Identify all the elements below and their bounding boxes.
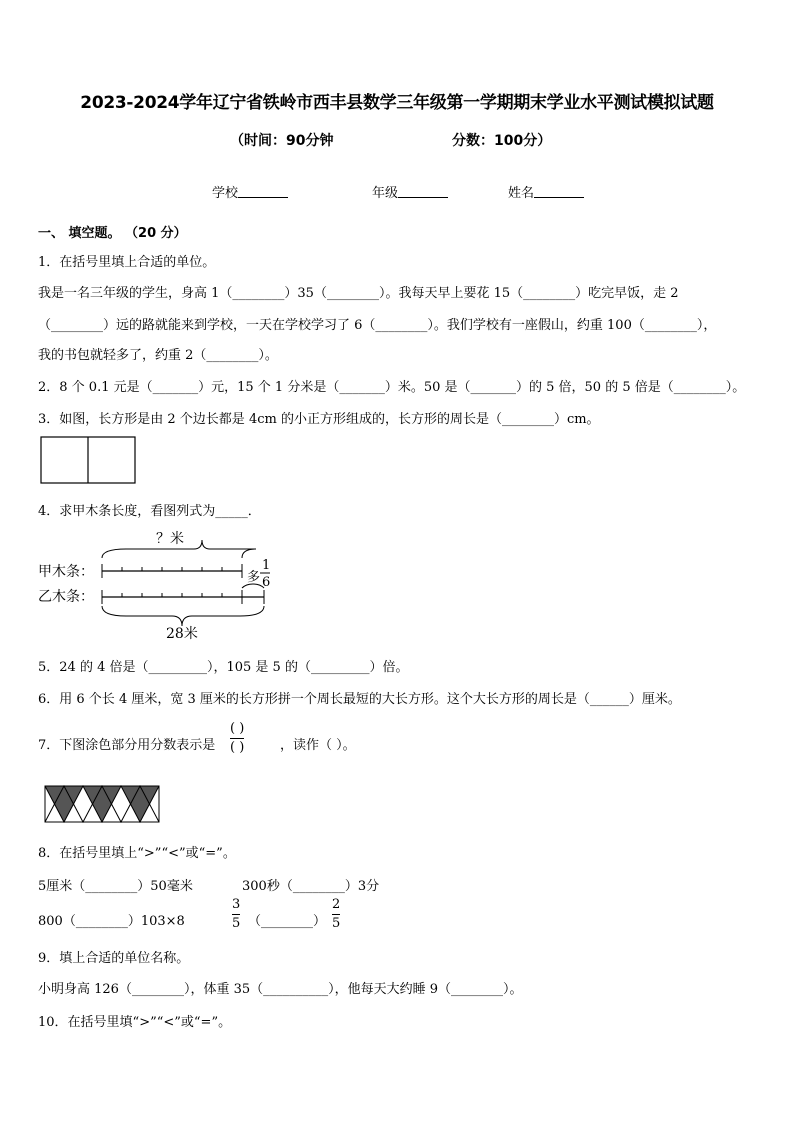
q4-more-label: 多 [247,570,261,585]
q8-item-d-blank: （________） [248,914,327,929]
shaded-triangle [83,786,121,822]
exam-time: （时间：90分钟 [230,133,334,149]
grade-label: 年级 [372,186,399,201]
q8-fraction-right [332,897,340,932]
q4-bottom-brace [102,606,264,626]
name-label: 姓名 [508,186,535,201]
q8-fraction-left [232,897,240,932]
q8-left-denominator: 5 [232,916,241,931]
q3: 3．如图，长方形是由 2 个边长都是 4cm 的小正方形组成的，长方形的周长是（________）cm。 [38,412,600,427]
q8-right-fraction-bar [332,914,340,915]
q8-item-c: 800（________）103×8 [38,914,185,929]
grade-field [372,182,448,201]
school-field [212,182,288,201]
q1-line3: 我的书包就轻多了，约重 2（________）。 [38,348,278,363]
q1-line1: 我是一名三年级的学生，身高 1（________）35（________）。我每天早上要花 15（________）吃完早饭，走 2 [38,286,679,301]
q10-title: 10．在括号里填“>”“<”或“=”。 [38,1015,232,1030]
q4-frac-num: 1 [262,558,271,573]
shaded-triangle [121,786,159,822]
q8-left-numerator: 3 [232,897,241,912]
q5: 5．24 的 4 倍是（_________），105 是 5 的（_________）倍。 [38,660,409,675]
page-title: 2023-2024学年辽宁省铁岭市西丰县数学三年级第一学期期末学业水平测试模拟试题 [80,93,714,113]
exam-score: 分数：100分） [452,133,552,149]
q7-text-a: 7．下图涂色部分用分数表示是 [38,738,216,753]
q7-fraction-bar [230,738,244,739]
school-label: 学校 [212,186,239,201]
q4-row2-label: 乙木条： [38,589,94,605]
q7-text-b: ，读作（ ）。 [280,738,356,753]
q4-bottom-label: 28米 [166,626,198,642]
q7-numerator: ( ) [230,721,245,736]
q1-title: 1．在括号里填上合适的单位。 [38,255,216,270]
q2: 2．8 个 0.1 元是（_______）元，15 个 1 分米是（_______）米。50 是（_______）的 5 倍，50 的 5 倍是（________）。 [38,380,746,395]
q8-item-a: 5厘米（________）50毫米 [38,879,193,894]
q7-denominator: ( ) [230,740,245,755]
q1-line2: （________）远的路就能来到学校，一天在学校学习了 6（________）。我们学校有一座假山，约重 100（________）， [38,318,717,333]
shaded-triangle [45,786,83,822]
name-blank [534,185,584,198]
q7-shaded-figure [44,785,160,825]
q4-top-label: ？米 [156,531,184,547]
section-heading: 一、 填空题。 （20 分） [38,226,187,241]
q8-title: 8．在括号里填上“>”“<”或“=”。 [38,846,236,861]
q8-right-numerator: 2 [332,897,341,912]
q4-frac-den: 6 [262,575,271,590]
grade-blank [398,185,448,198]
school-blank [238,185,288,198]
name-field [508,182,584,201]
q6: 6．用 6 个长 4 厘米，宽 3 厘米的长方形拼一个周长最短的大长方形。这个大长方形的周长是（______）厘米。 [38,692,681,707]
q8-left-fraction-bar [232,914,240,915]
q7-fraction-blank [230,721,244,756]
q4: 4．求甲木条长度，看图列式为_____． [38,504,261,519]
q4-row1-label: 甲木条： [38,564,94,580]
q8-right-denominator: 5 [332,916,341,931]
q3-rectangle-figure [40,436,138,486]
q8-item-b: 300秒（________）3分 [242,879,380,894]
q9: 小明身高 126（________），体重 35（__________），他每天大约睡 9（________）。 [38,982,523,997]
q4-bar-diagram [36,526,286,642]
q9-title: 9．填上合适的单位名称。 [38,951,190,966]
